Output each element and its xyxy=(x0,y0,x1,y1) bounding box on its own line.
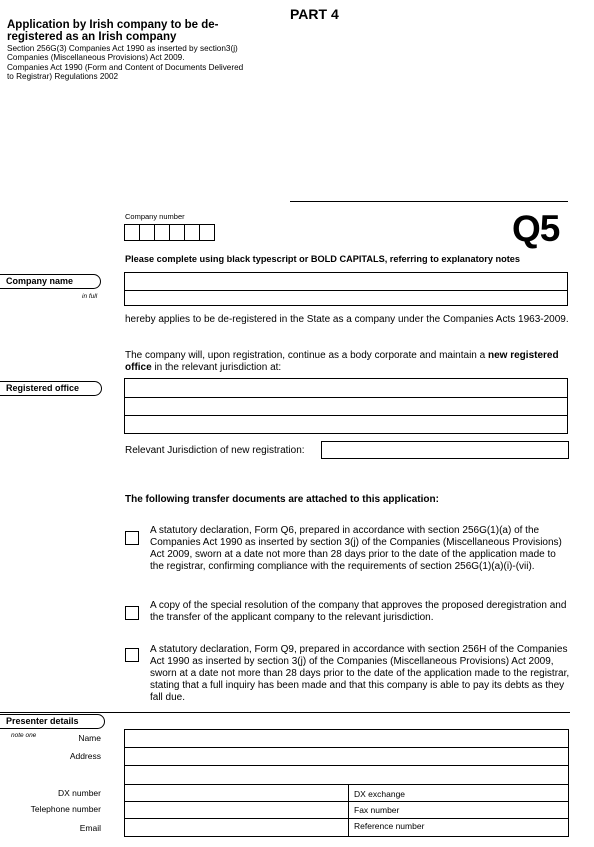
registered-office-field[interactable] xyxy=(124,378,568,434)
company-number-digit[interactable] xyxy=(139,224,155,241)
jurisdiction-field[interactable] xyxy=(321,441,569,459)
company-name-tab: Company name xyxy=(0,274,101,289)
telephone-label: Telephone number xyxy=(30,804,101,814)
email-field[interactable] xyxy=(125,819,347,836)
form-title: Application by Irish company to be de-registered as an Irish company xyxy=(7,19,219,43)
dx-exchange-field[interactable]: DX exchange xyxy=(354,789,406,799)
company-number-digit[interactable] xyxy=(169,224,185,241)
registered-office-line[interactable] xyxy=(125,416,567,433)
dx-number-label: DX number xyxy=(58,788,101,798)
continuation-statement xyxy=(125,350,570,374)
address-label: Address xyxy=(69,751,101,761)
presenter-note: note one xyxy=(11,732,37,739)
name-label: Name xyxy=(78,733,101,743)
company-name-line[interactable] xyxy=(125,273,567,291)
telephone-field[interactable] xyxy=(125,802,347,817)
section-divider xyxy=(0,712,570,713)
legal-reference-2: Companies Act 1990 (Form and Content of Documents Delivered to Registrar) Regulations 2002 xyxy=(7,62,244,82)
form-code: Q5 xyxy=(512,208,560,249)
in-full-note: in full xyxy=(82,293,98,300)
presenter-details-tab: Presenter details xyxy=(0,714,105,729)
company-number-digit[interactable] xyxy=(184,224,200,241)
continuation-emphasis: new registered office xyxy=(125,350,559,373)
attachments-heading: The following transfer documents are attached to this application: xyxy=(125,494,439,505)
attachment-checkbox-q6[interactable] xyxy=(125,531,139,545)
registered-office-line[interactable] xyxy=(125,379,567,398)
dx-number-field[interactable] xyxy=(125,785,347,800)
company-number-label: Company number xyxy=(125,212,185,221)
reference-number-field[interactable]: Reference number xyxy=(354,821,425,831)
registered-office-line[interactable] xyxy=(125,398,567,416)
attachment-checkbox-resolution[interactable] xyxy=(125,606,139,620)
email-label: Email xyxy=(79,823,101,833)
name-field[interactable] xyxy=(125,730,568,746)
address-field[interactable] xyxy=(125,748,568,783)
continuation-text: The company will, upon registration, continue as a body corporate and maintain a xyxy=(125,350,488,361)
grid-divider xyxy=(348,784,349,837)
part-label: PART 4 xyxy=(290,6,339,22)
legal-reference-1: Section 256G(3) Companies Act 1990 as inserted by section3(j) Companies (Miscellaneous Provisions) Act 2009. xyxy=(7,44,238,63)
fax-number-field[interactable]: Fax number xyxy=(354,805,400,815)
attachment-checkbox-q9[interactable] xyxy=(125,648,139,662)
header-rule xyxy=(290,201,568,202)
attachment-text-resolution: A copy of the special resolution of the company that approves the proposed deregistration and the transfer of the applicant company to the relevant jurisdiction. xyxy=(150,600,567,623)
company-number-digit[interactable] xyxy=(124,224,140,241)
company-number-field[interactable] xyxy=(124,224,214,241)
attachment-text-q6: A statutory declaration, Form Q6, prepared in accordance with section 256G(1)(a) of the Companies Act 1990 as inserted by section 3(j) of the Companies (Miscellaneous Provisions) Act 2009, sworn at a date not more than 28 days prior to the date of the application made to the registrar, confirming compliance with the requirements of section 256G(1)(a)(i)-(vii). xyxy=(150,525,562,572)
legal-references xyxy=(7,44,252,82)
continuation-text-end: in the relevant jurisdiction at: xyxy=(151,362,282,373)
jurisdiction-label: Relevant Jurisdiction of new registration: xyxy=(125,445,305,456)
registered-office-tab: Registered office xyxy=(0,381,102,396)
company-name-field[interactable] xyxy=(124,272,568,306)
application-statement: hereby applies to be de-registered in the State as a company under the Companies Acts 1963-2009. xyxy=(125,314,569,325)
company-number-digit[interactable] xyxy=(199,224,215,241)
completion-instruction: Please complete using black typescript or BOLD CAPITALS, referring to explanatory notes xyxy=(125,254,520,264)
company-number-digit[interactable] xyxy=(154,224,170,241)
company-name-line[interactable] xyxy=(125,291,567,305)
attachment-text-q9: A statutory declaration, Form Q9, prepared in accordance with section 256H of the Companies Act 1990 as inserted by section 3(j) of the Companies (Miscellaneous Provisions) Act 2009, sworn at a date not more than 28 days prior to the date of the application made to the registrar, stating that a full inquiry has been made and that this company is able to pay its debts as they fall due. xyxy=(150,644,570,703)
